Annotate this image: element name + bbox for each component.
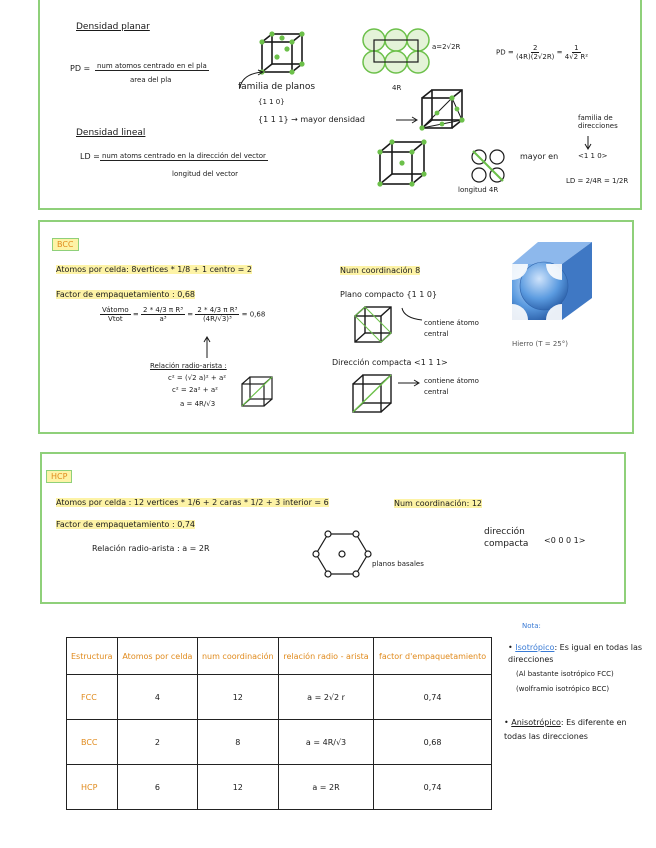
col-coordinacion: num coordinación [197, 638, 278, 675]
pd-result-num: 1 [574, 44, 579, 52]
plano-111-label: {1 1 1} → mayor densidad [258, 115, 365, 124]
bcc-coord-text: Num coordinación 8 [340, 266, 421, 275]
four-r-label: 4R [392, 84, 402, 92]
hcp-coord-text: Num coordinación: 12 [394, 499, 483, 508]
row-atomos: 6 [118, 765, 198, 810]
hcp-planos-basales: planos basales [372, 560, 424, 568]
mayor-en-label: mayor en [520, 152, 559, 161]
hcp-atomos-por-celda [56, 498, 329, 507]
bcc-rel-eq1: c² = (√2 a)² + a² [168, 374, 227, 382]
pd-label: PD = [70, 64, 91, 73]
col-relacion: relación radio - arista [278, 638, 373, 675]
anisotropico-term: Anisotrópico [511, 718, 561, 727]
apf-eq2 [195, 306, 239, 323]
hcp-num-coordinacion [394, 499, 482, 508]
bcc-atomos-por-celda [56, 265, 252, 274]
row-relacion: a = 2R [278, 765, 373, 810]
row-name: FCC [67, 675, 118, 720]
apf-eq2-num: 2 * 4/3 π R³ [197, 306, 238, 314]
bcc-plano-compacto: Plano compacto {1 1 0} [340, 290, 438, 299]
apf-result: = 0,68 [241, 310, 266, 319]
pd-definition [70, 64, 90, 73]
row-relacion: a = 4R/√3 [278, 720, 373, 765]
longitud-4r-label: longitud 4R [458, 186, 499, 194]
pd-denominator: area del pla [130, 76, 172, 84]
familia-direcciones-label: familia de direcciones [578, 114, 618, 130]
row-atomos: 4 [118, 675, 198, 720]
arrow-up-apf [203, 336, 211, 358]
pd-formula-den: (4R)(2√2R) [515, 53, 555, 61]
isotropico-term: Isotrópico [515, 643, 555, 652]
arrow-familia-direcciones [584, 136, 592, 150]
vtot: Vtot [108, 315, 123, 323]
col-atomos: Atomos por celda [118, 638, 198, 675]
a-value-label: a=2√2R [432, 43, 461, 51]
row-relacion: a = 2√2 r [278, 675, 373, 720]
row-factor: 0,74 [374, 675, 492, 720]
structures-table [66, 637, 492, 810]
pd-formula-num: 2 [532, 44, 538, 52]
row-factor: 0,74 [374, 765, 492, 810]
familia-planos-label: familia de planos [238, 82, 316, 92]
bcc-relacion-title: Relación radio-arista : [150, 362, 227, 370]
bcc-tag: BCC [52, 238, 79, 251]
densidad-planar-title: Densidad planar [76, 22, 150, 32]
bcc-small-cube [238, 374, 276, 408]
arrow-contiene-2 [398, 378, 424, 388]
apf-eq1 [141, 306, 185, 323]
bcc-rel-eq3: a = 4R/√3 [180, 400, 216, 408]
lineal-cube-diagram [376, 138, 430, 188]
hcp-direccion-compacta: dirección compacta [484, 527, 529, 549]
table-row [67, 720, 492, 765]
densidad-lineal-title: Densidad lineal [76, 128, 146, 138]
hcp-hexagon-diagram [314, 530, 370, 578]
hcp-relacion: Relación radio-arista : a = 2R [92, 544, 210, 553]
bcc-apf-equation: $\frac{\text{Vátomo}}{\text{Vtot}}$ = $\frac{\text{2 * 4/3 π R³}}{\text{a³}}$ = $\frac{\text{2 * 4/3 π R³}}{\text{(4R/√3)³}}$ = 0,68 [102, 306, 266, 323]
planar-atoms-diagram [362, 28, 430, 80]
nota-anisotropico: • Anisotrópico: Es diferente en todas las direcciones [504, 718, 627, 741]
hcp-tag: HCP [46, 470, 72, 483]
arrow-to-111-cube [396, 116, 420, 124]
plano-110-label: {1 1 0} [258, 98, 285, 106]
bcc-factor-empaquetamiento [56, 290, 195, 299]
dir-110-label: <1 1 0> [578, 152, 608, 160]
row-coord: 12 [197, 765, 278, 810]
bcc-rel-eq2: c² = 2a² + a² [172, 386, 218, 394]
table-row [67, 675, 492, 720]
apf-eq1-den: a³ [159, 315, 167, 323]
pd-formula-lhs: PD = [496, 48, 514, 57]
col-estructura: Estructura [67, 638, 118, 675]
isotropico-example-2: (wolframio isotrópico BCC) [516, 685, 610, 693]
nota-isotropico: • Isotrópico: Es igual en todas las direcciones [508, 643, 643, 664]
row-atomos: 2 [118, 720, 198, 765]
hcp-atomos-text: Atomos por celda : 12 vertices * 1/6 + 2 caras * 1/2 + 3 interior = 6 [56, 498, 329, 507]
pd-formula [496, 44, 588, 61]
col-factor: factor d'empaquetamiento [374, 638, 492, 675]
vatomo: Vátomo [102, 306, 129, 314]
row-coord: 12 [197, 675, 278, 720]
ld-denominator: longitud del vector [172, 170, 239, 178]
pd-formula-fraction [516, 44, 554, 61]
bcc-3d-unit-cell [502, 236, 602, 336]
ld-numerator: num atoms centrado en la dirección del vector [102, 152, 266, 160]
row-coord: 8 [197, 720, 278, 765]
pd-formula-result [565, 44, 588, 61]
anisotropico-text: : Es diferente en todas las direcciones [504, 718, 627, 741]
cube-111-diagram [418, 86, 466, 134]
ld-label: LD = [80, 152, 100, 161]
hcp-factor-text: Factor de empaquetamiento : 0,74 [56, 520, 196, 529]
row-name: HCP [67, 765, 118, 810]
bcc-factor-text: Factor de empaquetamiento : 0,68 [56, 290, 196, 299]
table-header-row [67, 638, 492, 675]
isotropico-example-1: (Al bastante isotrópico FCC) [516, 670, 614, 678]
nota-title: Nota: [522, 622, 541, 630]
bcc-num-coordinacion [340, 266, 420, 275]
table-row [67, 765, 492, 810]
ld-formula: LD = 2/4R = 1/2R [566, 177, 629, 185]
isotropico-text: : Es igual en todas las direcciones [508, 643, 643, 664]
hcp-factor-empaquetamiento [56, 520, 195, 529]
apf-eq1-num: 2 * 4/3 π R³ [143, 306, 184, 314]
row-factor: 0,68 [374, 720, 492, 765]
pd-formula-eq: = [556, 48, 563, 57]
arrow-contiene-1 [400, 308, 426, 322]
bcc-plano-cube [352, 304, 394, 344]
hierro-label: Hierro (T = 25°) [512, 340, 568, 348]
row-name: BCC [67, 720, 118, 765]
bcc-direccion-cube [350, 372, 394, 414]
bcc-direccion-compacta: Dirección compacta <1 1 1> [332, 358, 448, 367]
pd-result-den: 4√2 R² [564, 53, 589, 61]
hcp-dir-0001: <0 0 0 1> [544, 536, 586, 545]
atoms-line-diagram [470, 148, 506, 184]
bcc-contiene-2: contiene átomo central [424, 377, 479, 396]
bcc-contiene-1: contiene átomo central [424, 319, 479, 338]
v-ratio [100, 306, 131, 323]
pd-numerator: num atomos centrado en el pla [97, 62, 207, 70]
apf-eq2-den: (4R/√3)³ [202, 315, 232, 323]
bcc-atomos-text: Atomos por celda: 8vertices * 1/8 + 1 centro = 2 [56, 265, 253, 274]
